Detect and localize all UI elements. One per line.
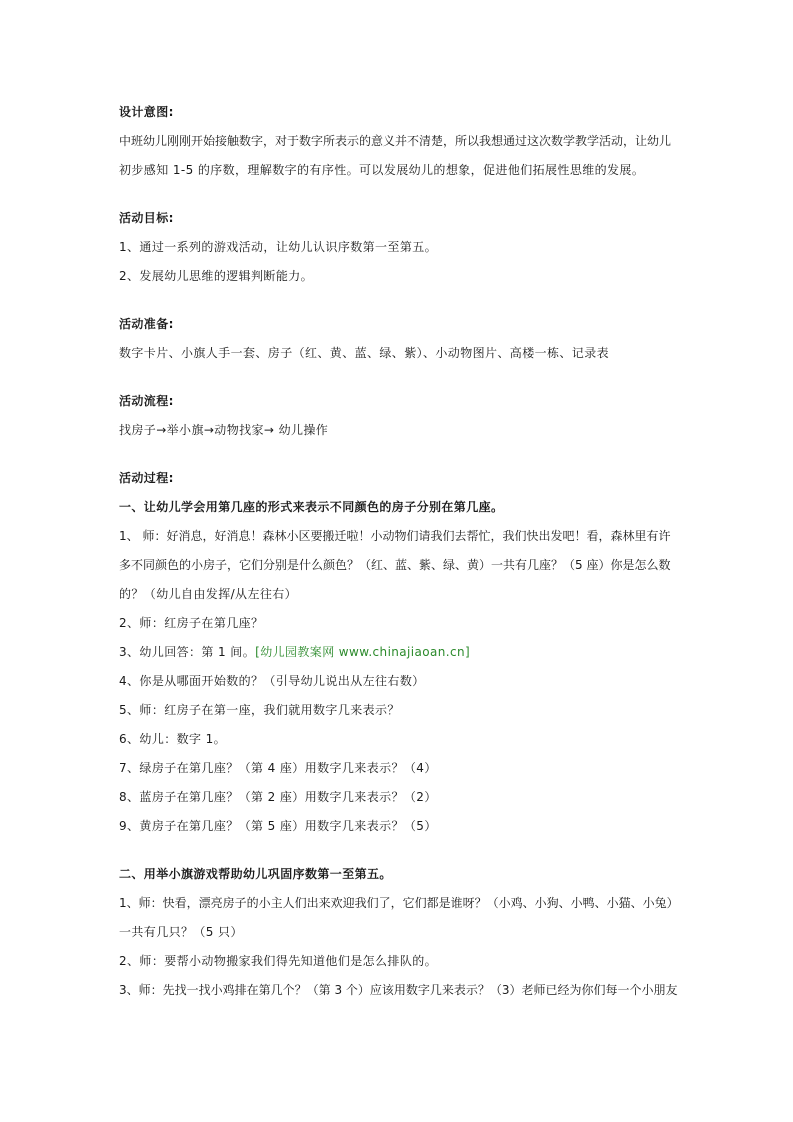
section-1-title: 一、让幼儿学会用第几座的形式来表示不同颜色的房子分别在第几座。 [119,500,504,514]
flow-heading: 活动流程: [119,394,174,408]
section-1-item-8: 8、蓝房子在第几座？（第 2 座）用数字几来表示？（2） [119,790,437,804]
design-intent-line-2: 初步感知 1-5 的序数，理解数字的有序性。可以发展幼儿的想象，促进他们拓展性思维的发展。 [119,163,645,177]
section-1-item-2: 2、师：红房子在第几座？ [119,616,264,630]
section-1-item-7: 7、绿房子在第几座？（第 4 座）用数字几来表示？（4） [119,761,437,775]
section-2-item-1-line-1: 1、师：快看，漂亮房子的小主人们出来欢迎我们了，它们都是谁呀？（小鸡、小狗、小鸭、小猫、小兔） [119,896,679,910]
goals-heading: 活动目标: [119,211,174,225]
section-1-item-1-line-3: 的？（幼儿自由发挥/从左往右） [119,587,298,601]
section-1-item-1-line-1: 1、 师：好消息，好消息！森林小区要搬迁啦！小动物们请我们去帮忙，我们快出发吧！看，森林里有许 [119,529,671,543]
goal-item-2: 2、发展幼儿思维的逻辑判断能力。 [119,269,314,283]
section-2-item-2: 2、师：要帮小动物搬家我们得先知道他们是怎么排队的。 [119,954,438,968]
section-1-item-6: 6、幼儿：数字 1。 [119,732,227,746]
section-1-item-5: 5、师：红房子在第一座，我们就用数字几来表示？ [119,703,400,717]
section-2-item-3: 3、师：先找一找小鸡排在第几个？（第 3 个）应该用数字几来表示？（3）老师已经为你们每一个小朋友 [119,983,678,997]
preparation-heading: 活动准备: [119,317,174,331]
goal-item-1: 1、通过一系列的游戏活动，让幼儿认识序数第一至第五。 [119,240,438,254]
section-1-item-1-line-2: 多不同颜色的小房子，它们分别是什么颜色？（红、蓝、紫、绿、黄）一共有几座？（5 座）你是怎么数 [119,558,671,572]
design-intent-line-1: 中班幼儿刚刚开始接触数字，对于数字所表示的意义并不清楚，所以我想通过这次数学教学活动，让幼儿 [119,134,672,148]
section-2-title: 二、用举小旗游戏帮助幼儿巩固序数第一至第五。 [119,867,392,881]
section-1-item-3-text: 3、幼儿回答：第 1 间。 [119,645,256,659]
preparation-text: 数字卡片、小旗人手一套、房子（红、黄、蓝、绿、紫）、小动物图片、高楼一栋、记录表 [119,346,610,360]
design-intent-heading: 设计意图: [119,105,174,119]
section-1-item-4: 4、你是从哪面开始数的？（引导幼儿说出从左往右数） [119,674,425,688]
process-heading: 活动过程: [119,471,174,485]
section-1-item-3 [119,644,470,660]
section-1-item-9: 9、黄房子在第几座？（第 5 座）用数字几来表示？（5） [119,819,437,833]
section-2-item-1-line-2: 一共有几只？（5 只） [119,925,243,939]
flow-text: 找房子→举小旗→动物找家→ 幼儿操作 [119,423,329,437]
source-link[interactable]: [幼儿园教案网 www.chinajiaoan.cn] [255,645,471,659]
